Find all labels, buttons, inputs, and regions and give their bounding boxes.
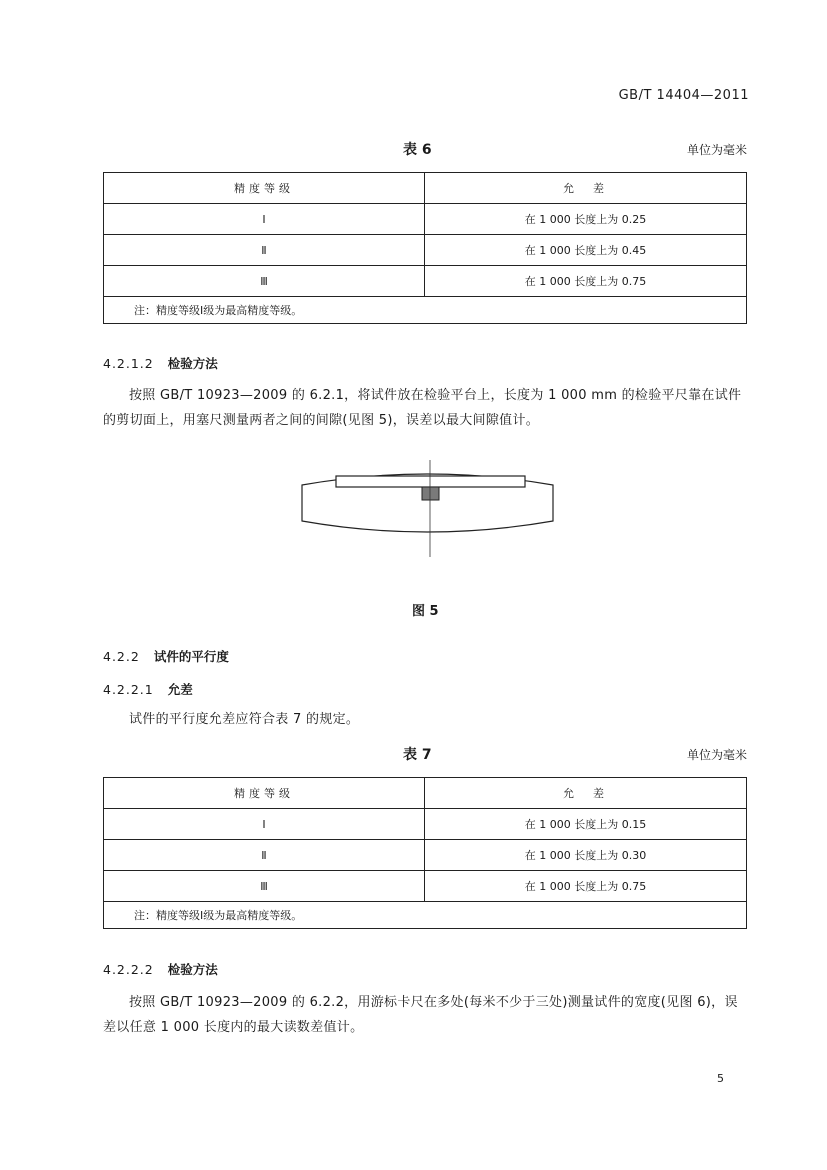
column-header-tolerance: 允 差 <box>425 173 747 204</box>
section-heading-4-2-2 <box>103 647 229 665</box>
grade-cell: Ⅲ <box>104 871 425 902</box>
feeler-gauge <box>422 487 439 500</box>
section-paragraph: 按照 GB/T 10923—2009 的 6.2.2，用游标卡尺在多处(每米不少于三处)测量试件的宽度(见图 6)，误差以任意 1 000 长度内的最大读数差值计。 <box>103 995 738 1035</box>
column-header-tolerance: 允 差 <box>425 778 747 809</box>
table-note: 注：精度等级Ⅰ级为最高精度等级。 <box>104 297 747 324</box>
table-row <box>104 235 747 266</box>
section-title: 试件的平行度 <box>153 649 229 664</box>
tolerance-cell: 在 1 000 长度上为 0.30 <box>425 840 747 871</box>
grade-cell: Ⅰ <box>104 809 425 840</box>
table-note: 注：精度等级Ⅰ级为最高精度等级。 <box>104 902 747 929</box>
section-title: 检验方法 <box>167 962 218 977</box>
standard-number: GB/T 14404—2011 <box>618 88 749 103</box>
section-title: 检验方法 <box>167 356 218 371</box>
table-header-row <box>104 778 747 809</box>
section-paragraph: 试件的平行度允差应符合表 7 的规定。 <box>129 712 360 727</box>
section-heading-4-2-1-2 <box>103 354 218 372</box>
straightedge-ruler <box>336 476 525 487</box>
table7-unit: 单位为毫米 <box>686 748 747 762</box>
section-number: 4.2.2.2 <box>103 962 154 977</box>
table-row <box>104 809 747 840</box>
section-paragraph: 按照 GB/T 10923—2009 的 6.2.1，将试件放在检验平台上，长度为 1 000 mm 的检验平尺靠在试件的剪切面上，用塞尺测量两者之间的间隙(见图 5)，误差以最大间隙值计。 <box>103 388 742 428</box>
table7-caption: 表 7 <box>403 747 432 763</box>
grade-cell: Ⅲ <box>104 266 425 297</box>
tolerance-cell: 在 1 000 长度上为 0.25 <box>425 204 747 235</box>
table6-unit: 单位为毫米 <box>686 143 747 157</box>
tolerance-cell: 在 1 000 长度上为 0.75 <box>425 266 747 297</box>
grade-cell: Ⅰ <box>104 204 425 235</box>
column-header-grade: 精度等级 <box>104 778 425 809</box>
figure5-diagram <box>290 455 565 565</box>
figure5-caption: 图 5 <box>412 604 439 619</box>
grade-cell: Ⅱ <box>104 235 425 266</box>
table-note-row <box>104 902 747 929</box>
section-number: 4.2.1.2 <box>103 356 154 371</box>
table7 <box>103 777 747 929</box>
section-number: 4.2.2.1 <box>103 682 154 697</box>
tolerance-cell: 在 1 000 长度上为 0.45 <box>425 235 747 266</box>
table6 <box>103 172 747 324</box>
table-row <box>104 266 747 297</box>
table-note-row <box>104 297 747 324</box>
grade-cell: Ⅱ <box>104 840 425 871</box>
table-row <box>104 840 747 871</box>
table-row <box>104 871 747 902</box>
column-header-grade: 精度等级 <box>104 173 425 204</box>
section-heading-4-2-2-1 <box>103 680 193 698</box>
section-title: 允差 <box>167 682 193 697</box>
table6-caption: 表 6 <box>403 142 432 158</box>
section-number: 4.2.2 <box>103 649 140 664</box>
page-number: 5 <box>717 1072 724 1085</box>
tolerance-cell: 在 1 000 长度上为 0.75 <box>425 871 747 902</box>
tolerance-cell: 在 1 000 长度上为 0.15 <box>425 809 747 840</box>
table-row <box>104 204 747 235</box>
section-heading-4-2-2-2 <box>103 960 218 978</box>
table-header-row <box>104 173 747 204</box>
